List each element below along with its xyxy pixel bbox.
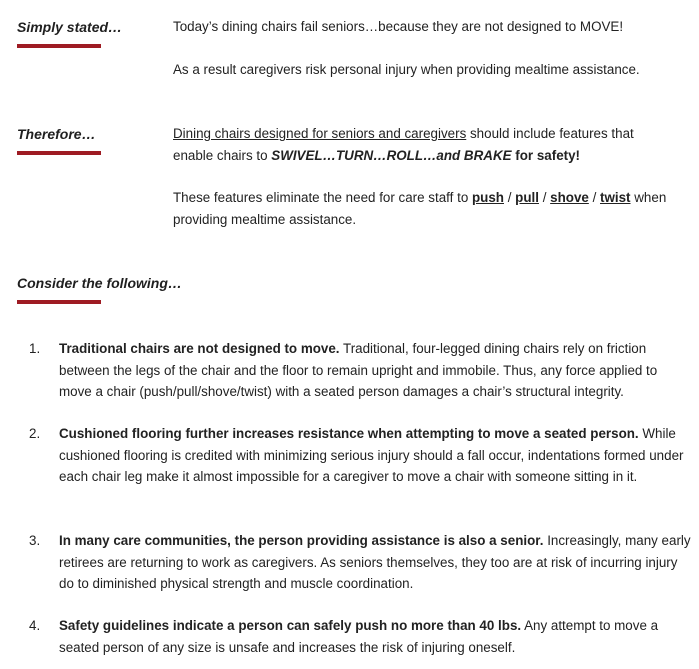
list-item-4 — [17, 615, 692, 659]
twist-link[interactable]: twist — [600, 190, 631, 205]
heading-therefore: Therefore… — [17, 126, 96, 142]
paragraph-text: when providing mealtime assistance. — [173, 190, 667, 227]
paragraph-text: should include features that — [466, 126, 634, 141]
list-number: 3. — [29, 533, 41, 548]
separator: / — [503, 190, 516, 205]
list-item-body: Traditional, four-legged dining chairs rely on friction between the legs of the chair and the floor to remain upright and immobile. Thus, any force applied to move a chair (push/pull/shove/twist) with a seated person damages a chair’s structural integrity. — [59, 341, 658, 399]
list-item-text — [59, 530, 693, 595]
list-item-text — [59, 615, 693, 658]
separator: / — [588, 190, 601, 205]
shove-link[interactable]: shove — [550, 190, 589, 205]
list-item-3 — [17, 530, 692, 595]
separator: / — [538, 190, 551, 205]
paragraph-bold-text: for safety! — [511, 147, 581, 163]
list-item-lead: Safety guidelines indicate a person can safely push no more than 40 lbs. — [59, 618, 522, 633]
list-item-body: While cushioned flooring is credited with minimizing serious injury should a fall occur, indentations formed under each chair leg make it almost impossible for a caregiver to move a chair with someone sitting in it. — [59, 426, 684, 484]
paragraph-text: These features eliminate the need for care staff to — [173, 190, 472, 205]
list-item-lead: In many care communities, the person providing assistance is also a senior. — [59, 533, 544, 548]
list-item-body: Increasingly, many early retirees are returning to work as caregivers. As seniors themselves, they too are at risk of incurring injury do to diminished physical strength and muscle coordination. — [59, 533, 691, 591]
dining-chairs-link[interactable]: Dining chairs designed for seniors and caregivers — [173, 126, 467, 141]
list-item-2 — [17, 423, 692, 509]
list-number: 1. — [29, 341, 41, 356]
heading-underline — [17, 151, 101, 155]
list-item-text — [59, 423, 693, 488]
simply-stated-line-2: As a result caregivers risk personal injury when providing mealtime assistance. — [173, 62, 640, 77]
push-link[interactable]: push — [471, 190, 504, 205]
list-number: 4. — [29, 618, 41, 633]
therefore-paragraph-2 — [173, 187, 693, 230]
list-item-lead: Traditional chairs are not designed to move. — [59, 341, 340, 356]
heading-simply-stated: Simply stated… — [17, 19, 123, 35]
list-item-text — [59, 338, 693, 403]
list-item-body: Any attempt to move a seated person of any size is unsafe and increases the risk of injuring oneself. — [59, 618, 659, 655]
simply-stated-line-1: Today’s dining chairs fail seniors…because they are not designed to MOVE! — [173, 19, 624, 34]
feature-list-emphasis: SWIVEL…TURN…ROLL…and BRAKE — [271, 147, 512, 163]
list-number: 2. — [29, 426, 41, 441]
list-item-1 — [17, 338, 692, 403]
paragraph-text: enable chairs to — [173, 147, 272, 163]
therefore-paragraph-1 — [173, 123, 683, 166]
heading-consider-the-following: Consider the following… — [17, 275, 182, 291]
heading-underline — [17, 300, 101, 304]
heading-underline — [17, 44, 101, 48]
list-item-lead: Cushioned flooring further increases resistance when attempting to move a seated person. — [59, 426, 639, 441]
pull-link[interactable]: pull — [515, 190, 539, 205]
